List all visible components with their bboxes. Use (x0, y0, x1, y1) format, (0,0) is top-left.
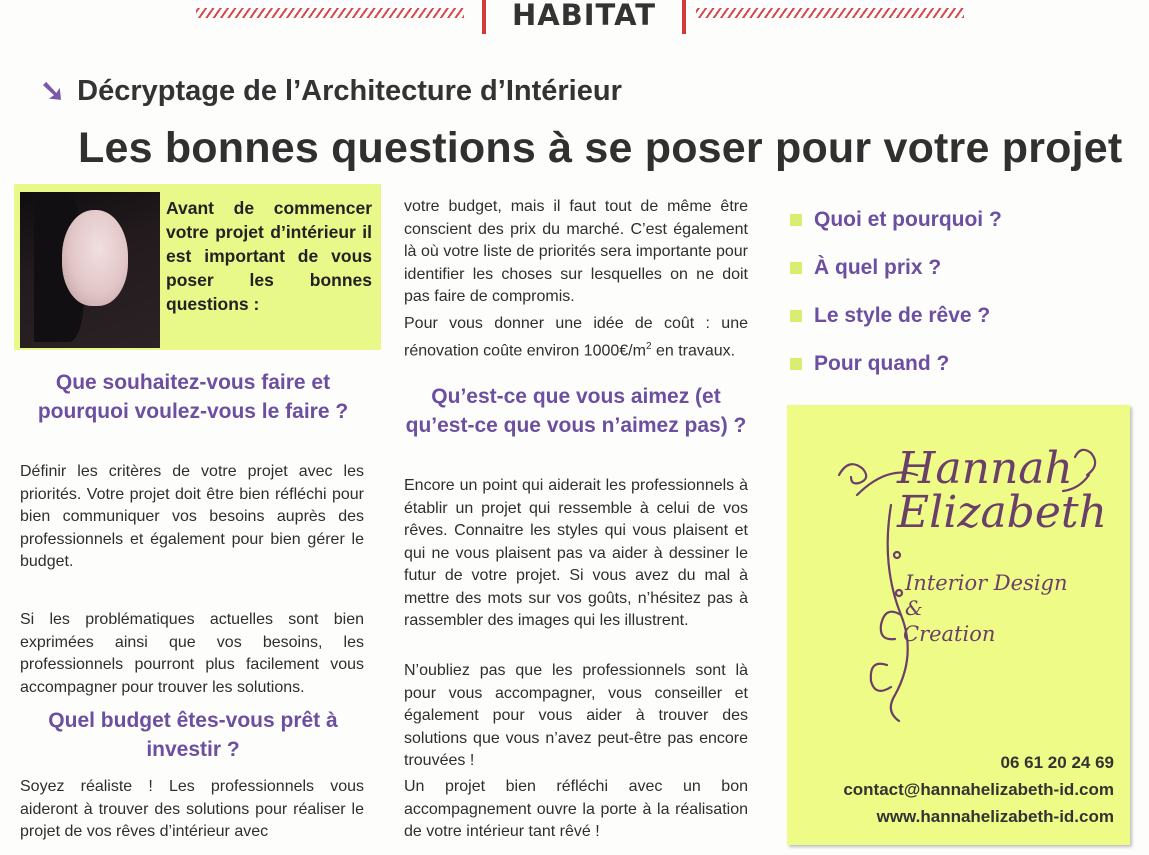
email-link[interactable]: contact@hannahelizabeth-id.com (843, 780, 1114, 799)
portrait-photo (20, 192, 160, 348)
bullet-item: Pour quand ? (790, 340, 1002, 388)
logo-text-elizabeth: Elizabeth (897, 487, 1107, 538)
question-heading-1: Que souhaitez-vous faire et pourquoi voulez-vous le faire ? (37, 371, 349, 423)
question-bullets (790, 196, 1002, 388)
phone-number: 06 61 20 24 69 (1000, 753, 1114, 772)
arrow-down-right-icon: ➘ (40, 75, 66, 108)
headline: Les bonnes questions à se poser pour votre projet (78, 124, 1123, 172)
intro-text: Avant de commencer votre projet d’intérieur il est important de vous poser les bonnes questions : (166, 198, 372, 314)
paragraph: Un projet bien réfléchi avec un bon accompagnement ouvre la porte à la réalisation de votre intérieur tant rêvé ! (404, 778, 748, 840)
logo-text-interior-design: Interior Design (905, 571, 1068, 595)
square-bullet-icon (790, 214, 802, 226)
website-link[interactable]: www.hannahelizabeth-id.com (876, 807, 1114, 826)
business-card (787, 405, 1130, 845)
paragraph: Si les problématiques actuelles sont bien exprimées ainsi que vos besoins, les professionnels pourront plus facilement vous accompagner pour trouver les solutions. (20, 611, 364, 696)
paragraph: Définir les critères de votre projet avec les priorités. Votre projet doit être bien réfléchi pour bien communiquer vos besoins auprès des professionnels et également pour bien gérer le budget. (20, 463, 364, 570)
logo-text-ampersand: & (905, 596, 923, 620)
bullet-item: Quoi et pourquoi ? (790, 196, 1002, 244)
question-heading-2: Quel budget êtes-vous prêt à investir ? (48, 709, 338, 761)
paragraph: Soyez réaliste ! Les professionnels vous aideront à trouver des solutions pour réaliser le projet de vos rêves d’intérieur avec (20, 778, 364, 840)
square-bullet-icon (790, 262, 802, 274)
section-rubric: HABITAT (482, 0, 686, 34)
bullet-item: Le style de rêve ? (790, 292, 1002, 340)
square-bullet-icon (790, 358, 802, 370)
paragraph-cost: Pour vous donner une idée de coût : une rénovation coûte environ $1000€/m^2$ en travaux. (404, 315, 748, 359)
intro-box (14, 184, 381, 350)
logo-text-creation: Creation (903, 622, 996, 646)
kicker (40, 74, 622, 109)
paragraph: votre budget, mais il faut tout de même être conscient des prix du marché. C’est également là où votre liste de priorités sera importante pour identifier les choses sur lesquelles on ne doit pas faire de compromis. (404, 198, 748, 305)
square-bullet-icon (790, 310, 802, 322)
paragraph: N’oubliez pas que les professionnels sont là pour vous accompagner, vous conseiller et également pour vous aider à trouver des solutions que vous n’avez peut-être pas encore trouvées ! (404, 662, 748, 769)
header-rule-left (196, 8, 464, 18)
question-heading-3: Qu’est-ce que vous aimez (et qu’est-ce que vous n’aimez pas) ? (405, 385, 747, 437)
bullet-item: À quel prix ? (790, 244, 1002, 292)
hannah-elizabeth-logo (827, 435, 1107, 735)
paragraph: Encore un point qui aiderait les professionnels à établir un projet qui ressemble à celui de vos rêves. Connaitre les styles qui vous plaisent et qui ne vous plaisent pas va aider à dessiner le futur de votre projet. Si vous avez du mal à mettre des mots sur vos goûts, n’hésitez pas à rassembler des images qui les illustrent. (404, 477, 748, 629)
logo-text-hannah: Hannah (897, 443, 1073, 494)
kicker-text: Décryptage de l’Architecture d’Intérieur (77, 75, 622, 107)
header-rule-right (696, 8, 964, 18)
